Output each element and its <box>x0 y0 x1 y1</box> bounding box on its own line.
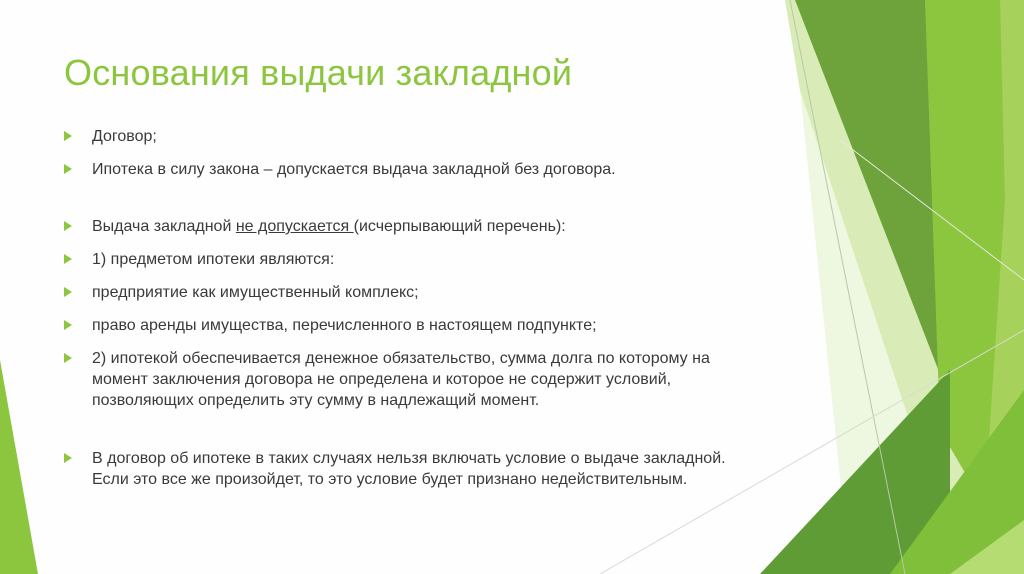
triangle-bullet-icon <box>64 287 72 297</box>
triangle-bullet-icon <box>64 254 72 264</box>
triangle-bullet-icon <box>64 320 72 330</box>
bullet-text: В договор об ипотеке в таких случаях нельзя включать условие о выдаче закладной. Если это все же произойдет, то это условие будет признано недействительным. <box>92 450 726 488</box>
bullet-list <box>64 126 764 502</box>
bullet-text-underlined: не допускается <box>235 218 354 235</box>
bullet-item-3 <box>64 216 764 237</box>
triangle-bullet-icon <box>64 353 72 363</box>
left-green-sliver <box>0 360 38 574</box>
bullet-item-1 <box>64 126 764 147</box>
bullet-item-2 <box>64 159 764 180</box>
bullet-text: Ипотека в силу закона – допускается выдача закладной без договора. <box>92 161 616 178</box>
bullet-item-7 <box>64 348 764 411</box>
bullet-text: 2) ипотекой обеспечивается денежное обязательство, сумма долга по которому на момент заключения договора не определена и которое не содержит условий, позволяющих определить эту сумму в надлежащий момент. <box>92 350 710 409</box>
bullet-item-5 <box>64 282 764 303</box>
bullet-text-pre: Выдача закладной <box>92 218 236 235</box>
bullet-item-4 <box>64 249 764 270</box>
bullet-text: право аренды имущества, перечисленного в настоящем подпункте; <box>92 317 597 334</box>
triangle-bullet-icon <box>64 221 72 231</box>
bullet-text: Договор; <box>92 128 157 145</box>
bullet-text: 1) предметом ипотеки являются: <box>92 251 335 268</box>
bullet-text: предприятие как имущественный комплекс; <box>92 284 419 301</box>
triangle-bullet-icon <box>64 164 72 174</box>
triangle-bullet-icon <box>64 131 72 141</box>
bullet-item-6 <box>64 315 764 336</box>
bullet-text-post: (исчерпывающий перечень): <box>353 218 566 235</box>
bullet-item-8 <box>64 448 764 490</box>
slide-title: Основания выдачи закладной <box>64 52 573 93</box>
triangle-bullet-icon <box>64 453 72 463</box>
